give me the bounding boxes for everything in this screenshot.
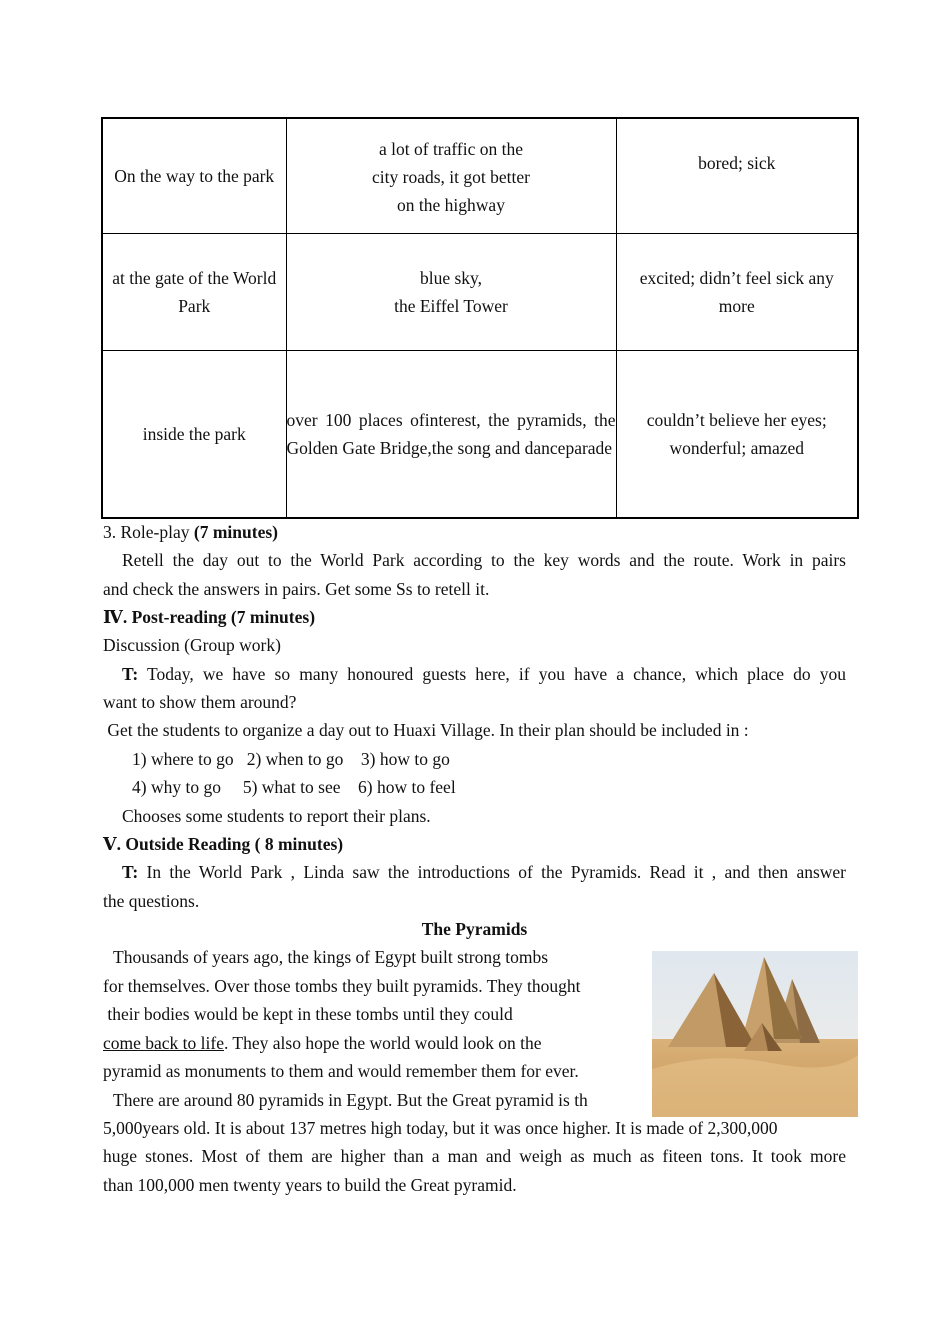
article-line: for themselves. Over those tombs they built pyramids. They thought: [103, 976, 581, 996]
place-cell: inside the park: [102, 350, 286, 518]
roleplay-line-2: and check the answers in pairs. Get some Ss to retell it.: [103, 579, 490, 599]
outside-heading: Ⅴ. Outside Reading ( 8 minutes): [103, 834, 344, 854]
roleplay-line-1: Retell the day out to the World Park according to the key words and the route. Work in pairs: [122, 550, 846, 570]
outside-teacher-line-1: T: In the World Park , Linda saw the introductions of the Pyramids. Read it , and then answer: [122, 862, 846, 882]
table-row: [102, 233, 858, 350]
day-out-table: [101, 117, 859, 519]
saw-cell: over 100 places ofinterest, the pyramids, the Golden Gate Bridge,the song and danceparade: [286, 350, 616, 518]
table-row: [102, 350, 858, 518]
article-line: their bodies would be kept in these tombs until they could: [103, 1004, 513, 1024]
report-line: Chooses some students to report their plans.: [122, 806, 431, 826]
discussion-label: Discussion (Group work): [103, 635, 281, 655]
feel-cell: couldn’t believe her eyes; wonderful; amazed: [616, 350, 858, 518]
article-line: 5,000years old. It is about 137 metres high today, but it was once higher. It is made of 2,300,000: [103, 1118, 778, 1138]
roleplay-heading: 3. Role-play (7 minutes): [103, 522, 278, 542]
place-cell: On the way to the park: [102, 118, 286, 233]
plan-items-1: 1) where to go 2) when to go 3) how to go: [132, 749, 450, 769]
plan-items-2: 4) why to go 5) what to see 6) how to feel: [132, 777, 456, 797]
saw-cell: blue sky, the Eiffel Tower: [286, 233, 616, 350]
plan-instruction: Get the students to organize a day out to Huaxi Village. In their plan should be included in :: [103, 720, 749, 740]
postreading-teacher-line-1: T: Today, we have so many honoured guests here, if you have a chance, which place do you: [122, 664, 846, 684]
article-line: pyramid as monuments to them and would remember them for ever.: [103, 1061, 579, 1081]
postreading-heading: Ⅳ. Post-reading (7 minutes): [103, 607, 316, 627]
outside-teacher-line-2: the questions.: [103, 891, 200, 911]
table-row: [102, 118, 858, 233]
saw-cell: a lot of traffic on the city roads, it got better on the highway: [286, 118, 616, 233]
article-line: than 100,000 men twenty years to build the Great pyramid.: [103, 1175, 517, 1195]
postreading-teacher-line-2: want to show them around?: [103, 692, 297, 712]
article-line: Thousands of years ago, the kings of Egypt built strong tombs: [113, 947, 549, 967]
feel-cell: bored; sick: [616, 118, 858, 233]
article-line: come back to life. They also hope the world would look on the: [103, 1033, 542, 1053]
place-cell: at the gate of the World Park: [102, 233, 286, 350]
pyramids-photo: [652, 951, 858, 1117]
article-line: huge stones. Most of them are higher than a man and weigh as much as fiteen tons. It took more: [103, 1146, 846, 1166]
feel-cell: excited; didn’t feel sick any more: [616, 233, 858, 350]
article-line: There are around 80 pyramids in Egypt. But the Great pyramid is th: [113, 1090, 588, 1110]
article-title: The Pyramids: [421, 919, 528, 939]
